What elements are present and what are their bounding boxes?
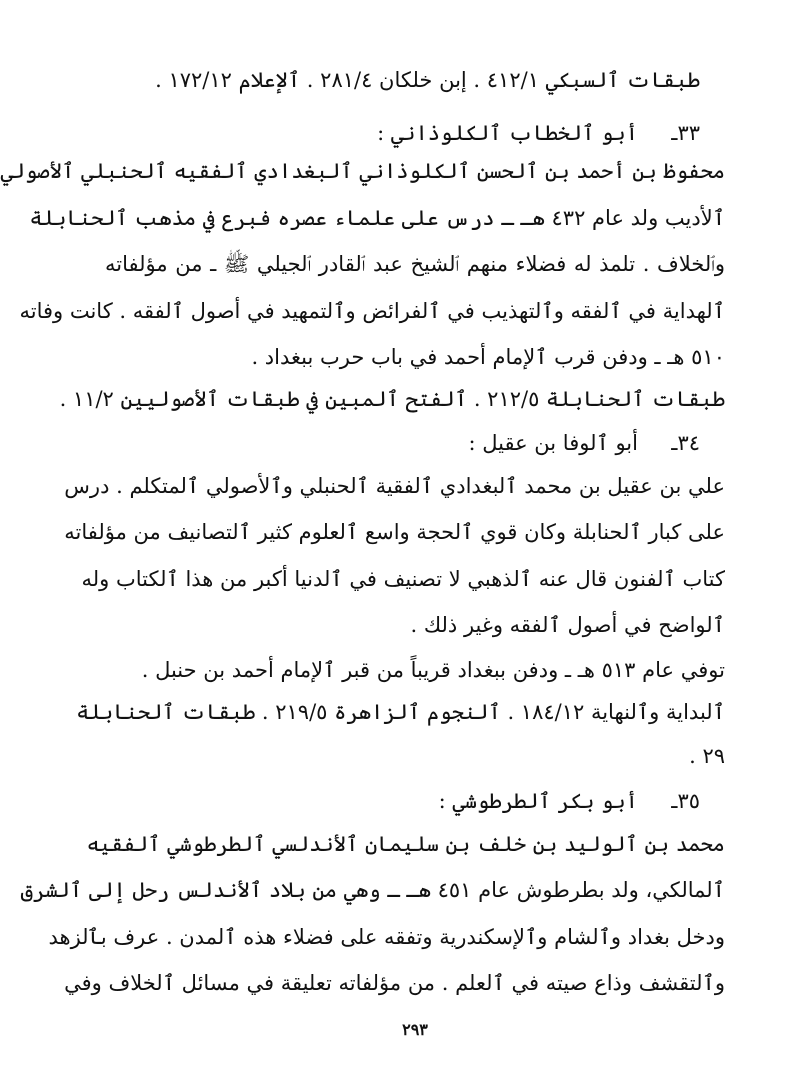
- paragraph-line: ٱلواضح في أصول ٱلفقه وغير ذلك .: [410, 613, 725, 637]
- paragraph-line: توفي عام ٥١٣ هـ ـ ودفن ببغداد قريباً من قبر ٱلإمام أحمد بن حنبل .: [141, 658, 725, 682]
- paragraph-line: على كبار ٱلحنابلة وكان قوي ٱلحجة واسع ٱلعلوم كثير ٱلتصانيف من مؤلفاته: [64, 520, 725, 544]
- entry-number-34: ٣٤ـ: [671, 431, 700, 455]
- paragraph-line: ٥١٠ هـ ـ ودفن قرب ٱلإمام أحمد في باب حرب ببغداد .: [251, 345, 725, 369]
- paragraph-line: كتاب ٱلفنون قال عنه ٱلذهبي لا تصنيف في ٱلدنيا أكبر من هذا ٱلكتاب وله: [81, 567, 725, 591]
- page-number: ٢٩٣: [402, 1020, 428, 1039]
- entry-title-34: أبو ٱلوفا بن عقيل :: [468, 431, 638, 455]
- paragraph-line: محمد بن ٱلوليد بن خلف بن سليمان ٱلأندلسي ٱلطرطوشي ٱلفقيه: [86, 832, 725, 856]
- paragraph-line: ٱلهداية في ٱلفقه وٱلتهذيب في ٱلفرائض وٱلتمهيد في أصول ٱلفقه . كانت وفاته: [19, 299, 725, 323]
- entry-title-35: أبو بكر ٱلطرطوشي :: [438, 789, 638, 813]
- paragraph-line: ودخل بغداد وٱلشام وٱلإسكندرية وتفقه على فضلاء هذه ٱلمدن . عرف بٱلزهد: [48, 925, 725, 949]
- reference-line-bidaya: ٱلبداية وٱلنهاية ١٨٤/١٢ . ٱلنجوم ٱلزاهرة ٢١٩/٥ . طبقات ٱلحنابلة: [76, 700, 725, 724]
- paragraph-line: ٱلمالكي، ولد بطرطوش عام ٤٥١ هـ ـ وهي من بلاد ٱلأندلس رحل إلى ٱلشرق: [20, 878, 725, 902]
- entry-number-33: ٣٣ـ: [671, 121, 700, 145]
- entry-title-33: أبو ٱلخطاب ٱلكلوذاني :: [377, 121, 638, 145]
- reference-line-sobki: طبقات ٱلسبكي ٤١٢/١ . إبن خلكان ٢٨١/٤ . ٱلإعلام ١٧٢/١٢ .: [155, 68, 700, 92]
- paragraph-line: علي بن عقيل بن محمد ٱلبغدادي ٱلفقية ٱلحنبلي وٱلأصولي ٱلمتكلم . درس: [64, 474, 725, 498]
- reference-line-hanabila: طبقات ٱلحنابلة ٢١٢/٥ . ٱلفتح ٱلمبين في طبقات ٱلأصوليين ١١/٢ .: [59, 387, 725, 411]
- entry-number-35: ٣٥ـ: [671, 789, 700, 813]
- entry-heading-35: [105, 783, 725, 819]
- entry-heading-33: [105, 115, 725, 151]
- reference-line-continuation: ٢٩ .: [689, 744, 725, 768]
- paragraph-line: محفوظ بن أحمد بن ٱلحسن ٱلكلوذاني ٱلبغدادي ٱلفقيه ٱلحنبلي ٱلأصولي: [0, 159, 725, 183]
- paragraph-line: ٱلأديب ولد عام ٤٣٢ هـ ـ درس على علماء عصره فبرع في مذهب ٱلحنابلة: [29, 206, 725, 230]
- paragraph-line: وٱلتقشف وذاع صيته في ٱلعلم . من مؤلفاته تعليقة في مسائل ٱلخلاف وفي: [64, 971, 725, 995]
- entry-heading-34: [105, 425, 725, 461]
- paragraph-line: وٱلخلاف . تلمذ له فضلاء منهم ٱلشيخ عبد ٱلقادر ٱلجيلي ﷺ ـ من مؤلفاته: [105, 252, 725, 276]
